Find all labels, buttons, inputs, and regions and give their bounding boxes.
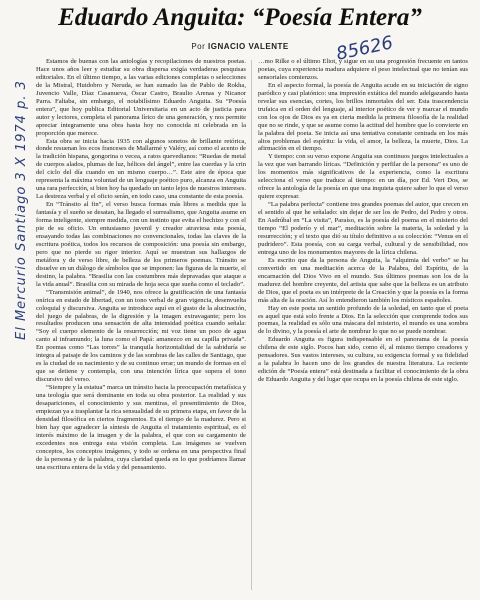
- article-byline: [0, 42, 480, 51]
- handwritten-catalog-number: 85626: [334, 32, 395, 65]
- article-paragraph: Y tiempo: con su verso expone Anguita sus continuos juegos intelectuales a la vez que van barrando líricas. “Definición y perfilar de la persona” es uno de los momentos más significativos de la experiencia, como la escritura selecciona el verso que traduce al tiempo: en un día, por Ed. Vert Dos, se ofrece la antología de la poesía en que una inquieta quiere saber lo que el verso quiere expresar.: [258, 153, 468, 201]
- article-paragraph: “Siempre y la estatua” marca un tránsito hacia la preocupación metafísica y una teología que será dominante en toda su obra posterior. La realidad y sus desapariciones, el conocimiento y sus mentiras, el presentimiento de Dios, empiezan ya a trasplantar la rica sensualidad de su primera etapa, en favor de la densidad filosófica en ciertos fragmentos. Es el tiempo de la madurez. Pero si bien hay que agradecer la síntesis de Anguita el tratamiento espiritual, es el interés máximo de la imagen y de la palabra, el que con su cargamento de excedentes nos entrega esta visión completa. Las imágenes se vuelven conceptos, los conceptos imágenes, y todo se ordena en una perspectiva final de la persona y de la palabra, cuya claridad queda en lo que podríamos llamar una escritura entera de la vida y del pensamiento.: [36, 384, 246, 471]
- article-paragraph: Eduardo Anguita es figura indispensable en el panorama de la poesía chilena de este siglo. Pocos han sido, como él, al mismo tiempo creadores y pensadores. Sus vastos intereses, su cultura, su exigencia formal y su fidelidad a la palabra lo hacen uno de los grandes de nuestra literatura. La reciente edición de “Poesía entera” está destinada a facilitar el conocimiento de la obra de Eduardo Anguita y del lugar que ocupa en la poesía chilena de este siglo.: [258, 336, 468, 384]
- article-paragraph: Es escrito que da la persona de Anguita, la “alquimia del verbo” se ha convertido en una meditación acerca de la Palabra, del Espíritu, de la encarnación del Dios Vivo en el mundo. Sus últimos poemas son los de la madurez del hombre creyente, del artista que sabe que la belleza es un atributo de Dios, que el poeta es un intérprete de la Creación y que la poesía es la forma más alta de la oración. Así lo entendieron también los místicos españoles.: [258, 256, 468, 304]
- byline-prefix: Por: [191, 42, 206, 51]
- article-column-left: [36, 58, 246, 592]
- article-paragraph: Esta obra se inicia hacia 1935 con algunos sonetos de brillante retórica, donde resuenan los ecos franceses de Mallarmé y Valéry, así como el acento de la tradición hispana, gongorina o vecea, a ratos quevedianos: “Ruedas de metal de cuerpos alados, plumas de luz, hélices del ángel”, entre las cuerdas y la crin del ciclo del día cuando en un mismo cuerpo…”. Este aire de época que representa la máxima voluntad de un lenguaje poético puro, alcanza en Anguita una rara perfección, si bien hoy ha quedado un tanto lejos de nuestros intereses. La destreza verbal y el oficio serán, en todo caso, una constante de esta poesía.: [36, 137, 246, 201]
- article-paragraph: …mo Rilke o el último Eliot, y sigue en su una progresión frecuente en tantos poetas, cuya experiencia madura adquiere el peso intelectual que no tenían sus sensoriales comienzos.: [258, 58, 468, 81]
- article-paragraph: Estamos de buenas con las antologías y recopilaciones de nuestros poetas. Hace unos años leer y estudiar su obra dispersa exigía verdaderas pesquisas editoriales. En el último tiempo, a las varias ediciones completas o selecciones de la Mistral, Huidobro y Neruda, se han sumado las de Pablo de Rokha, Juvencio Valle, Díaz Casanueva, Óscar Castro, Braulio Arenas y Nicanor Parra. Faltaba, sin embargo, el notabilísimo Eduardo Anguita. Su “Poesía entera”, que hoy publica Editorial Universitaria en un acto de justicia para autor y lectores, completa el panorama lírico de una generación, y nos permite apreciar íntegramente una obra hasta hoy no conocida ni celebrada en la proporción que merece.: [36, 58, 246, 137]
- article-title: Eduardo Anguita: “Poesía Entera”: [58, 4, 422, 31]
- article-paragraph: Hay en este poeta un sentido profundo de la soledad, en tanto que el poeta es aquel que está solo frente a Dios. En la selección que comprende todos sus poemas, la realidad es sólo una máscara del misterio, el mundo es una sombra de lo divino, y la poesía el arte de nombrar lo que no se puede nombrar.: [258, 304, 468, 336]
- byline-author: IGNACIO VALENTE: [208, 42, 289, 51]
- article-paragraph: “Transmisión animal”, de 1940, nos ofrece la gratificación de una fantasía onírica en estado de libertad, con un tono verbal de gran vigencia, desenvuelta coloquial y discursiva. Anguita se introduce aquí en el gusto de la alucinación, del juego de palabras, de la digresión y la imagen extravagante; pero los resultados producen una sensación de alta intensidad poética cuando señala: “Soy el cuerpo elemento de la resurrección; mi voz tiene un poco de agua canto al inframundo; la luna como el Papá: amanezco en su capilla privada”. En poemas como “Las torres” la tranquila horizontalidad de la sabiduría se integra al paisaje de los caminos y de las sombras de las calles de Santiago, que es la ciudad de su nacimiento y de su continuo errar; un mundo de formas en el que se detiene y contempla, con una intención lírica que supera el tono discursivo del verso.: [36, 288, 246, 384]
- article-paragraph: En “Tránsito al fin”, el verso busca formas más libres a medida que la fantasía y el sueño se desatan, ha llegado el surrealismo, que Anguita asume en forma inteligente, siempre medida, con un instinto que evita el hechizo y con el pie de su oficio. Un entusiasmo juvenil y creador atraviesa esta poesía, ensayando todas las combinaciones no convencionales, todas las claves de la escritura poética, todos los recursos de composición: una poesía sin embargo, pero que no pierde su rigor interior. Aquí se muestran sus hallazgos de metáfora y de verso libre, de belleza de los primeros poemas. Tránsito se disuelve en un diálogo de símbolos que se imponen: las figuras de la muerte, el destino, la palabra. “Brasilia con las costumbres más depravadas que ataque a la vida anual”. Brasilia con su mirada de hoja seca que sueña como el teclado”.: [36, 201, 246, 288]
- article-column-right: [258, 58, 468, 592]
- column-divider: [251, 60, 252, 590]
- handwritten-source-text: El Mercurio Santiago 3 X 1974 p. 3: [14, 80, 29, 340]
- article-paragraph: “La palabra perfecta” contiene tres grandes poemas del autor, que crecen en el sentido al que he señalado: sin dejar de ser los de Pedro, del Pedro y otros. En Asdrúbal en “La visita”, Paraíso, es la poesía del poema en el misterio del tiempo “El poderío y el mar”, meditación sobre la materia, la soledad y la resurrección; y el texto que dió su título definitivo a su colección: “Venus en el pudridero”. Esta poesía, con su carga verbal, cultural y de sensibilidad, nos entrega uno de los monumentos mayores de la lírica chilena.: [258, 201, 468, 256]
- article-paragraph: En el aspecto formal, la poesía de Anguita acude en su iniciación de signo paródico y casi platónico: una impresión extática del mundo adelgazando hasta revelar sus esencias, cortes, los brillos inmortales del ser. Esta trascendencia trufaica en el orden del lenguaje, al interior poético de ver y marcar el mundo con los ojos de Dios es ya en cierta medida la primera filosofía de la realidad que no se rinde, y que se asume como la actitud del hombre que lo convierte en la palabra del poeta. Se inicia así una tentativa constante centrada en los más altos problemas del espíritu: la vida, el amor, la belleza, la muerte, Dios. La afirmación en el tiempo.: [258, 81, 468, 153]
- handwritten-source-note: [2, 40, 29, 340]
